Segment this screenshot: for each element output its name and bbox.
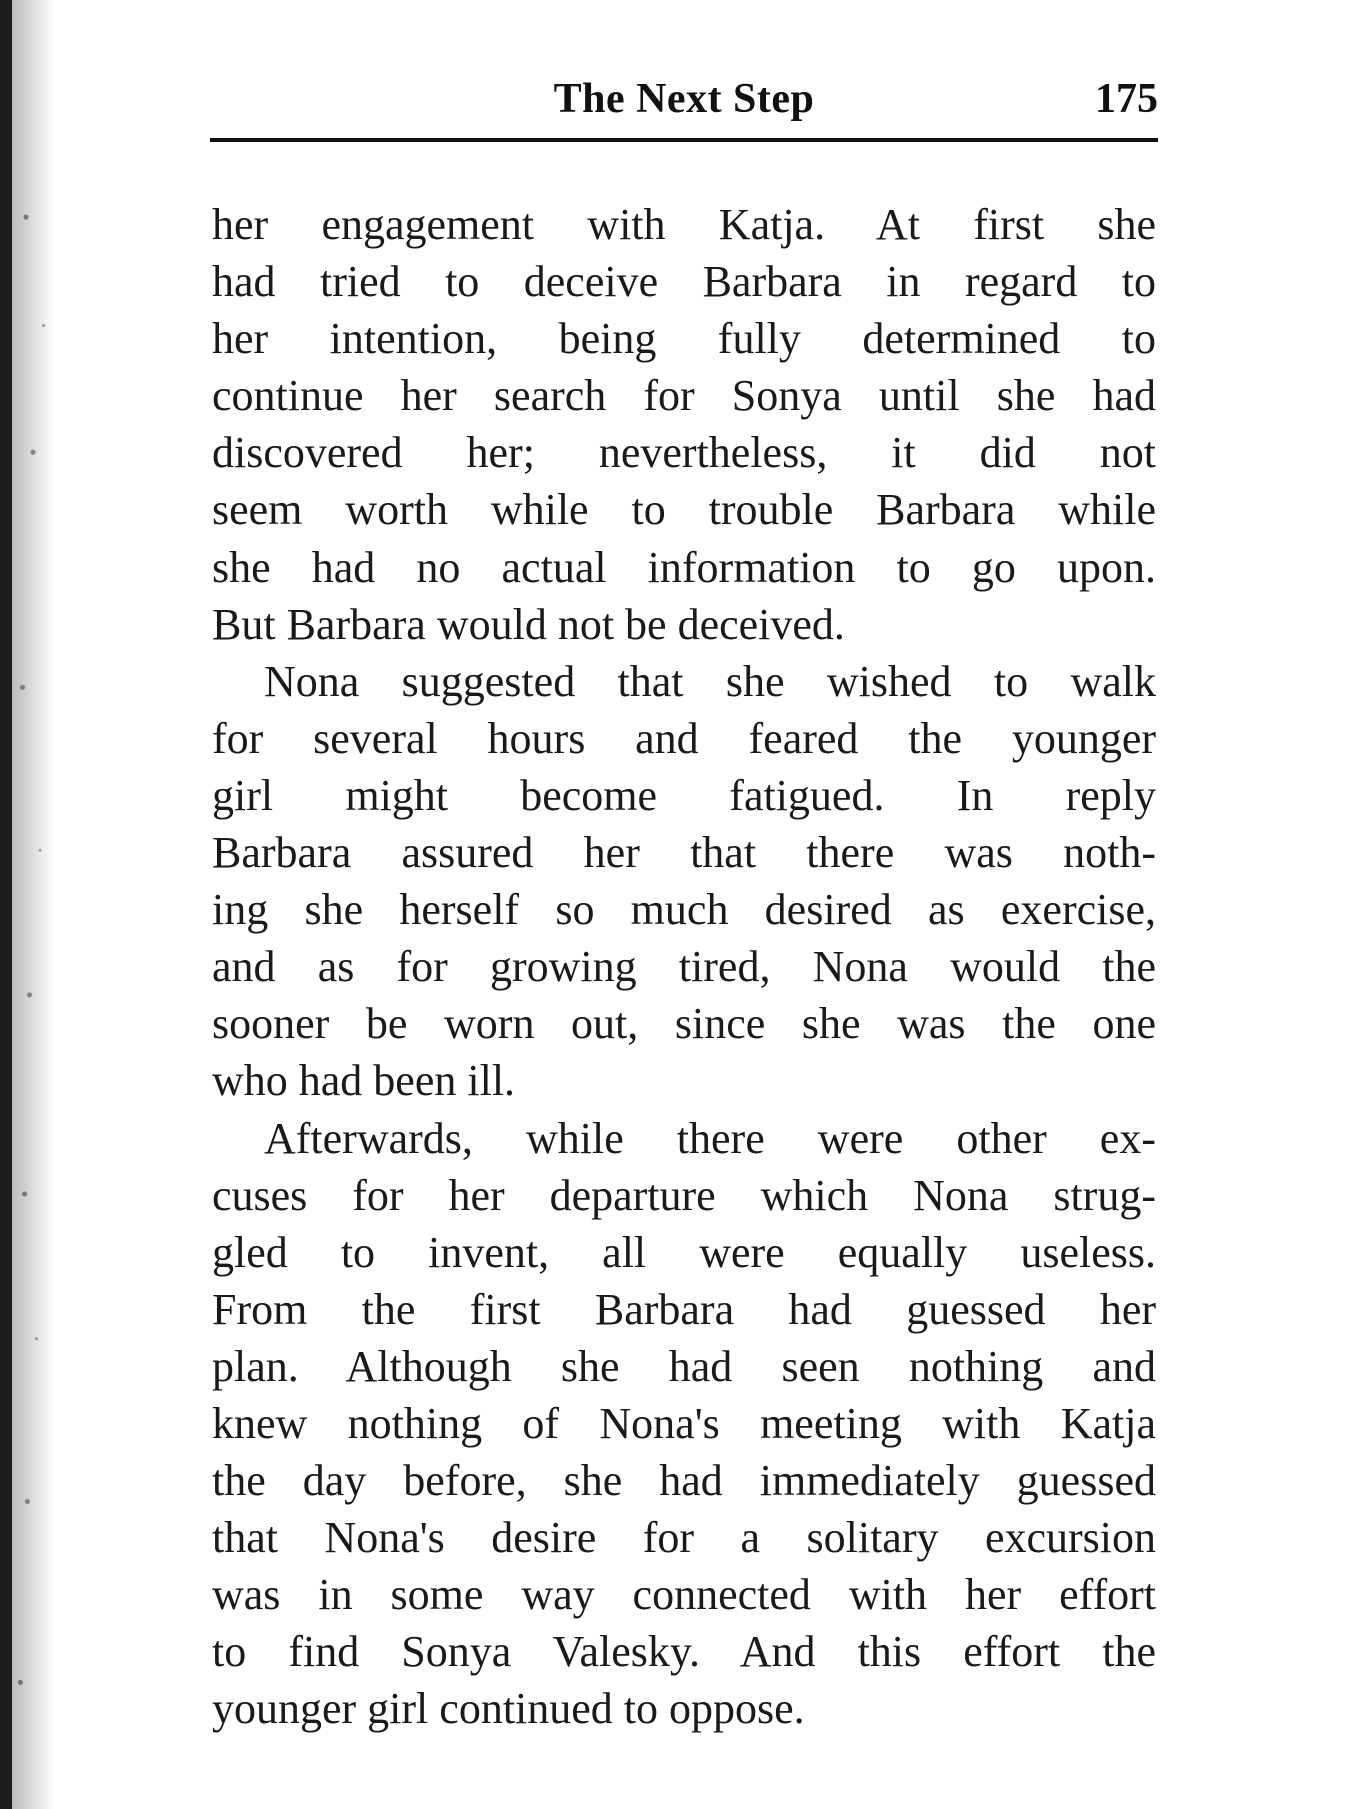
text-line: that Nona's desire for a solitary excursion xyxy=(212,1513,1156,1563)
text-line: and as for growing tired, Nona would the xyxy=(212,942,1156,992)
text-line: From the first Barbara had guessed her xyxy=(212,1284,1156,1334)
header-rule xyxy=(210,138,1158,142)
text-line: knew nothing of Nona's meeting with Katja xyxy=(212,1398,1156,1448)
body-text xyxy=(212,196,1156,1738)
text-line: her engagement with Katja. At first she xyxy=(212,200,1156,249)
running-header xyxy=(210,74,1158,124)
text-line: But Barbara would not be deceived. xyxy=(212,599,845,649)
text-line: her intention, being fully determined to xyxy=(212,314,1156,364)
running-title: The Next Step xyxy=(553,76,815,122)
text-line: discovered her; nevertheless, it did not xyxy=(212,428,1156,478)
page-number: 175 xyxy=(1095,76,1158,122)
text-line: Barbara assured her that there was noth- xyxy=(212,828,1156,878)
text-line: ing she herself so much desired as exercise, xyxy=(212,885,1156,935)
text-line: continue her search for Sonya until she had xyxy=(212,371,1156,421)
text-line: was in some way connected with her effort xyxy=(212,1570,1156,1620)
paragraph-start-line: Nona suggested that she wished to walk xyxy=(264,656,1156,706)
text-line: girl might become fatigued. In reply xyxy=(212,770,1156,820)
text-line: plan. Although she had seen nothing and xyxy=(212,1341,1156,1391)
text-line: cuses for her departure which Nona strug- xyxy=(212,1170,1156,1220)
text-line: for several hours and feared the younger xyxy=(212,713,1156,763)
text-line: seem worth while to trouble Barbara while xyxy=(212,485,1156,535)
text-line: to find Sonya Valesky. And this effort the xyxy=(212,1627,1156,1677)
page-binding-edge xyxy=(0,0,12,1809)
text-line: who had been ill. xyxy=(212,1056,516,1106)
text-line: had tried to deceive Barbara in regard to xyxy=(212,257,1156,307)
text-line: younger girl continued to oppose. xyxy=(212,1684,805,1734)
binding-shadow xyxy=(12,0,82,1809)
text-line: the day before, she had immediately guessed xyxy=(212,1456,1156,1506)
text-line: gled to invent, all were equally useless. xyxy=(212,1227,1156,1277)
paragraph-start-line: Afterwards, while there were other ex- xyxy=(264,1113,1156,1163)
text-line: sooner be worn out, since she was the one xyxy=(212,999,1156,1049)
text-line: she had no actual information to go upon. xyxy=(212,542,1156,592)
